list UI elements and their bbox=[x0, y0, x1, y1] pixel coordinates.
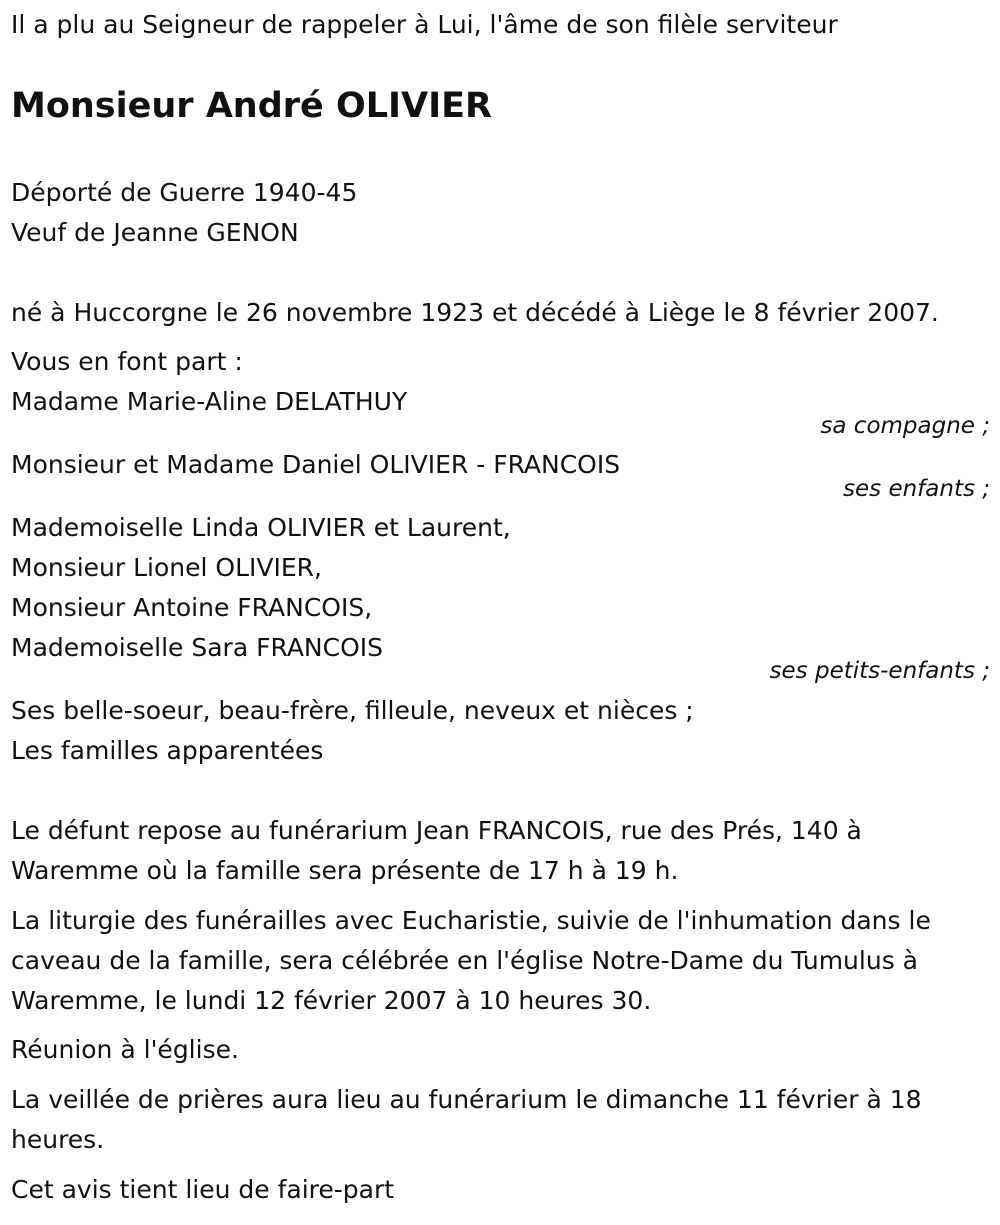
families-line: Les familles apparentées bbox=[11, 736, 324, 765]
grandchildren-role: ses petits-enfants ; bbox=[769, 658, 990, 684]
intro-line: Il a plu au Seigneur de rappeler à Lui, l'âme de son filèle serviteur bbox=[11, 10, 838, 39]
vigil-line: heures. bbox=[11, 1125, 105, 1154]
children-name: Monsieur et Madame Daniel OLIVIER - FRANCOIS bbox=[11, 450, 621, 479]
grandchild-line: Monsieur Antoine FRANCOIS, bbox=[11, 593, 373, 622]
grandchild-line: Mademoiselle Sara FRANCOIS bbox=[11, 633, 384, 662]
children-role: ses enfants ; bbox=[843, 476, 990, 502]
rest-line: Le défunt repose au funérarium Jean FRANCOIS, rue des Prés, 140 à bbox=[11, 816, 862, 845]
relatives-line: Ses belle-soeur, beau-frère, filleule, neveux et nièces ; bbox=[11, 696, 694, 725]
liturgy-line: Waremme, le lundi 12 février 2007 à 10 heures 30. bbox=[11, 986, 652, 1015]
meeting-line: Réunion à l'église. bbox=[11, 1035, 239, 1064]
rest-line: Waremme où la famille sera présente de 17 h à 19 h. bbox=[11, 856, 679, 885]
liturgy-line: caveau de la famille, sera célébrée en l'église Notre-Dame du Tumulus à bbox=[11, 946, 918, 975]
vigil-line: La veillée de prières aura lieu au funérarium le dimanche 11 février à 18 bbox=[11, 1085, 922, 1114]
deceased-name: Monsieur André OLIVIER bbox=[11, 86, 493, 126]
announce-line: Vous en font part : bbox=[11, 347, 243, 376]
detail-widower: Veuf de Jeanne GENON bbox=[11, 218, 299, 247]
birth-death-line: né à Huccorgne le 26 novembre 1923 et décédé à Liège le 8 février 2007. bbox=[11, 298, 939, 327]
grandchild-line: Monsieur Lionel OLIVIER, bbox=[11, 553, 322, 582]
companion-name: Madame Marie-Aline DELATHUY bbox=[11, 387, 408, 416]
liturgy-line: La liturgie des funérailles avec Eucharistie, suivie de l'inhumation dans le bbox=[11, 906, 931, 935]
companion-role: sa compagne ; bbox=[820, 413, 990, 439]
grandchild-line: Mademoiselle Linda OLIVIER et Laurent, bbox=[11, 513, 511, 542]
closing-line: Cet avis tient lieu de faire-part bbox=[11, 1175, 395, 1204]
detail-deported: Déporté de Guerre 1940-45 bbox=[11, 178, 358, 207]
